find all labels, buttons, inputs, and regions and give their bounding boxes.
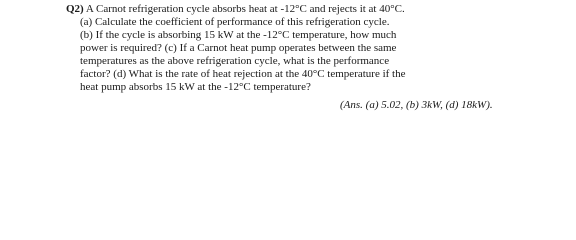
- question-line-1: [66, 3, 405, 15]
- question-line-5: temperatures as the above refrigeration cycle, what is the performance: [80, 55, 390, 67]
- answer-line: (Ans. (a) 5.02, (b) 3kW, (d) 18kW).: [340, 99, 493, 111]
- question-line-7: heat pump absorbs 15 kW at the -12°C temperature?: [80, 81, 311, 93]
- question-number: Q2): [66, 3, 84, 15]
- question-line-4: power is required? (c) If a Carnot heat pump operates between the same: [80, 42, 397, 54]
- question-line-3: (b) If the cycle is absorbing 15 kW at the -12°C temperature, how much: [80, 29, 397, 41]
- question-line-6: factor? (d) What is the rate of heat rejection at the 40°C temperature if the: [80, 68, 406, 80]
- question-line-2: (a) Calculate the coefficient of performance of this refrigeration cycle.: [80, 16, 390, 28]
- question-text-1: A Carnot refrigeration cycle absorbs heat at -12°C and rejects it at 40°C.: [85, 3, 405, 15]
